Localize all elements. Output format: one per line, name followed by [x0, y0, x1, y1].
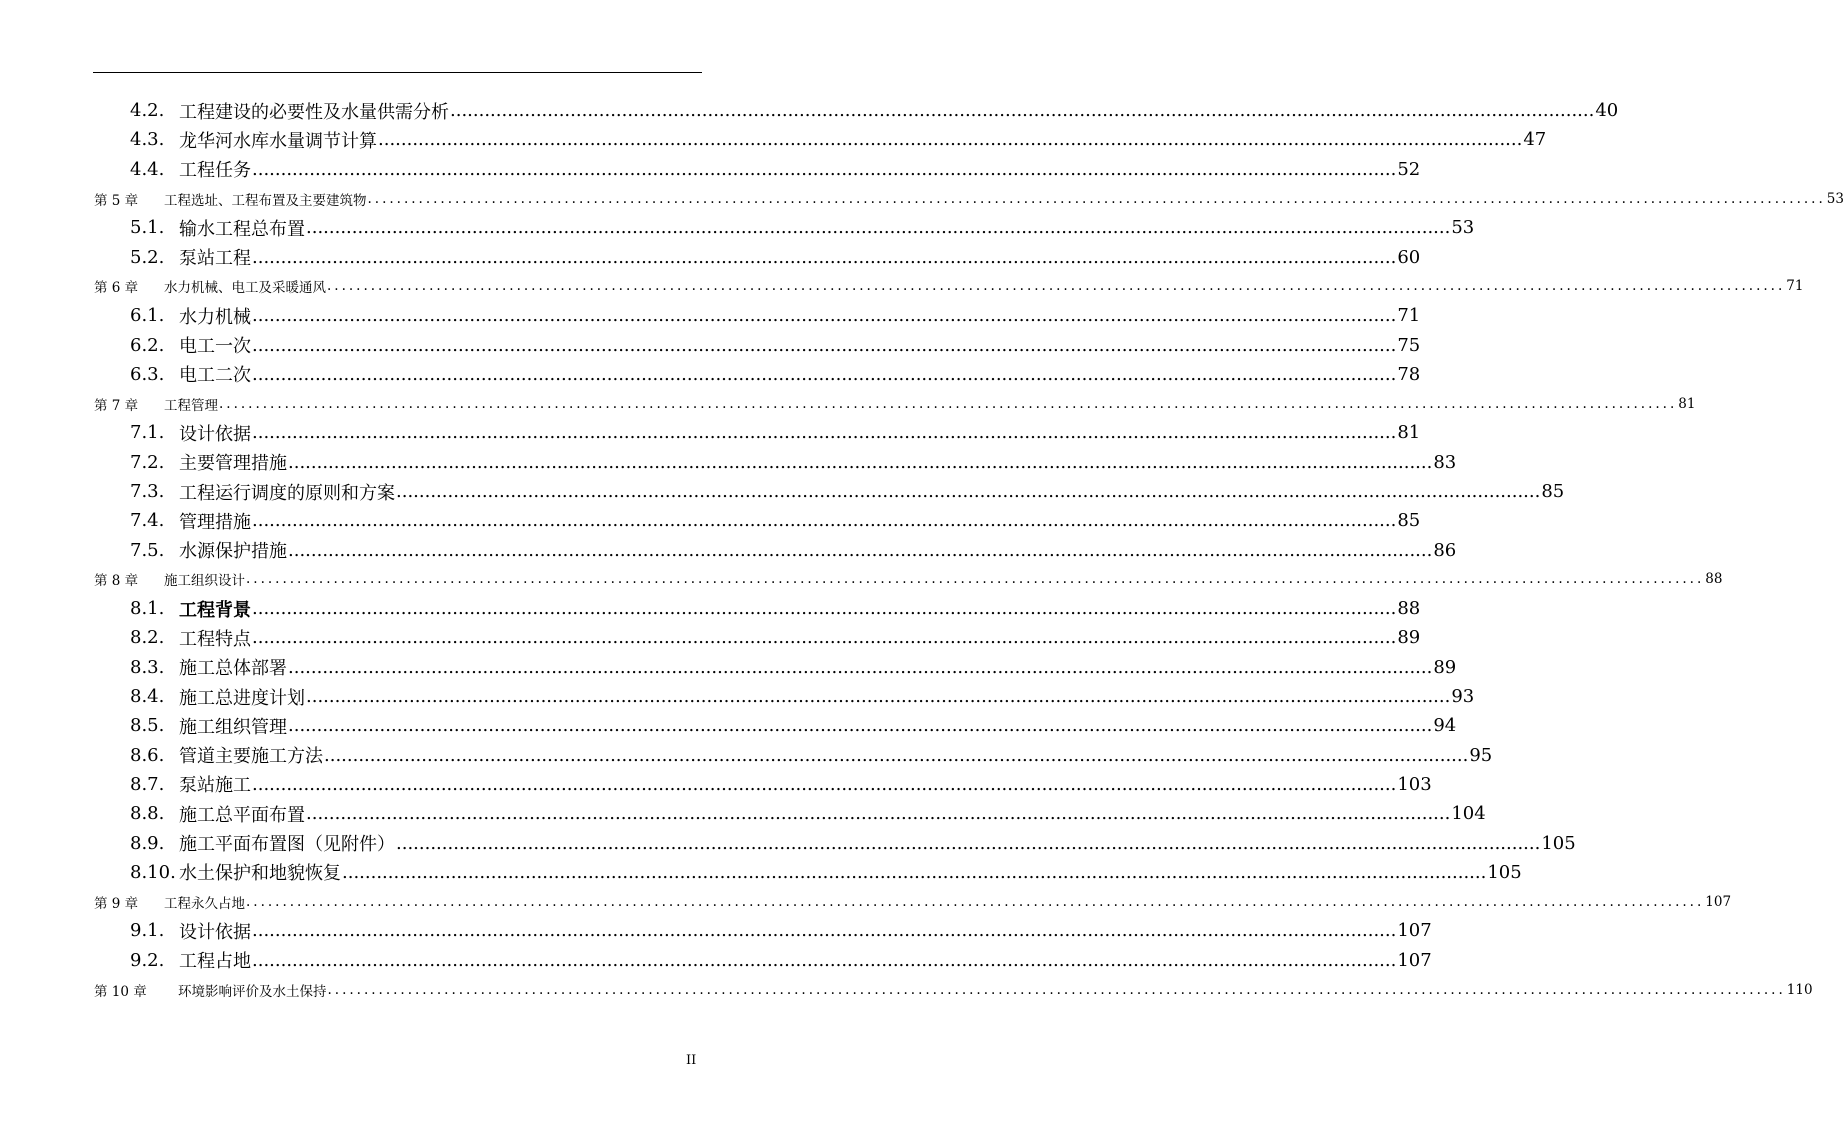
toc-entry-page: 85 — [1541, 481, 1565, 502]
toc-dot-leader: ........................................................................................................................................................................................................ — [252, 363, 1397, 385]
toc-entry-page: 71 — [1397, 305, 1421, 327]
toc-entry-page: 85 — [1397, 510, 1421, 532]
toc-entry[interactable] — [0, 184, 1844, 213]
toc-entry-number: 第 10 章 — [94, 983, 147, 1000]
toc-dot-leader: ........................................................................................................................................................................................................ — [306, 803, 1451, 825]
toc-entry[interactable] — [0, 565, 1723, 594]
toc-entry[interactable] — [0, 535, 1457, 564]
toc-entry-number: 第 8 章 — [94, 573, 139, 590]
toc-entry-number: 8.9. — [130, 832, 165, 854]
toc-entry-title: 设计依据 — [179, 921, 251, 943]
toc-entry-number: 8.10. — [130, 861, 176, 883]
toc-dot-leader: ........................................................................................................................................................................................................ — [306, 686, 1451, 708]
toc-entry[interactable] — [0, 242, 1421, 271]
toc-dot-leader: ........................................................................................................................................................................................................ — [306, 217, 1451, 239]
toc-dot-leader: ........................................................................................................................................................................................................ — [342, 861, 1487, 883]
toc-entry-page: 93 — [1451, 686, 1475, 708]
toc-entry-page: 88 — [1397, 598, 1421, 620]
toc-entry-title: 泵站施工 — [179, 775, 251, 797]
toc-entry-page: 107 — [1705, 893, 1732, 910]
toc-dot-leader: ........................................................................................................................................................................................................ — [252, 510, 1397, 532]
toc-entry-page: 89 — [1433, 656, 1457, 678]
toc-entry-page: 40 — [1595, 100, 1619, 122]
toc-dot-leader: ........................................................................................................................................................................................................ — [288, 715, 1433, 737]
toc-entry-title: 水力机械 — [179, 306, 251, 328]
toc-dot-leader: ........................................................................................................................................................................................................ — [252, 920, 1397, 942]
toc-dot-leader: ........................................................................................................................................................................................................ — [396, 832, 1541, 854]
header-rule — [93, 72, 702, 73]
toc-dot-leader: ........................................................................................................................................................................................................ — [252, 598, 1397, 620]
toc-entry-page: 105 — [1541, 832, 1576, 854]
toc-entry-number: 9.1. — [130, 920, 165, 942]
toc-entry-title: 管道主要施工方法 — [179, 746, 323, 768]
toc-dot-leader: ........................................................................................................................................................................................................ — [246, 893, 1705, 910]
toc-entry-number: 4.2. — [130, 100, 165, 122]
toc-entry-page: 103 — [1397, 773, 1432, 795]
toc-entry-page: 105 — [1487, 861, 1522, 883]
toc-entry[interactable] — [0, 653, 1457, 682]
toc-entry-title: 施工总平面布置 — [179, 804, 305, 826]
toc-entry-title: 水力机械、电工及采暖通风 — [164, 280, 326, 297]
toc-dot-leader: ........................................................................................................................................................................................................ — [367, 190, 1826, 207]
toc-entry-page: 104 — [1451, 803, 1486, 825]
toc-entry-title: 施工总进度计划 — [179, 687, 305, 709]
toc-entry-title: 电工二次 — [179, 365, 251, 387]
toc-entry-number: 8.1. — [130, 598, 165, 620]
toc-entry[interactable] — [0, 448, 1457, 477]
toc-entry-number: 8.4. — [130, 686, 165, 708]
toc-entry-page: 81 — [1397, 422, 1421, 444]
toc-entry-title: 输水工程总布置 — [179, 218, 305, 240]
toc-entry-title: 工程运行调度的原则和方案 — [179, 482, 395, 504]
toc-entry-number: 9.2. — [130, 949, 165, 971]
toc-entry[interactable] — [0, 887, 1732, 916]
toc-entry-page: 94 — [1433, 715, 1457, 737]
toc-entry-title: 泵站工程 — [179, 248, 251, 270]
toc-entry[interactable] — [0, 477, 1565, 506]
toc-entry[interactable] — [0, 96, 1619, 125]
toc-entry[interactable] — [0, 213, 1475, 242]
toc-entry-number: 6.3. — [130, 363, 165, 385]
toc-dot-leader: ........................................................................................................................................................................................................ — [288, 539, 1433, 561]
toc-entry-number: 5.1. — [130, 217, 165, 239]
toc-entry-number: 8.5. — [130, 715, 165, 737]
toc-entry[interactable] — [0, 418, 1421, 447]
toc-entry[interactable] — [0, 594, 1421, 623]
toc-entry[interactable] — [0, 828, 1576, 857]
toc-entry[interactable] — [0, 125, 1547, 154]
toc-entry-number: 7.1. — [130, 422, 165, 444]
toc-entry-number: 5.2. — [130, 246, 165, 268]
toc-entry-number: 第 6 章 — [94, 280, 139, 297]
toc-entry-number: 4.4. — [130, 158, 165, 180]
toc-entry-number: 7.5. — [130, 539, 165, 561]
toc-entry-page: 81 — [1678, 395, 1696, 412]
toc-dot-leader: ........................................................................................................................................................................................................ — [327, 981, 1786, 998]
toc-entry-number: 7.4. — [130, 510, 165, 532]
toc-entry-number: 6.1. — [130, 305, 165, 327]
toc-entry-title: 电工一次 — [179, 336, 251, 358]
toc-entry-number: 8.2. — [130, 627, 165, 649]
toc-entry-page: 71 — [1786, 278, 1804, 295]
toc-entry-number: 第 7 章 — [94, 397, 139, 414]
toc-entry[interactable] — [0, 330, 1421, 359]
toc-dot-leader: ........................................................................................................................................................................................................ — [324, 744, 1469, 766]
toc-dot-leader: ........................................................................................................................................................................................................ — [450, 100, 1595, 122]
toc-entry-page: 95 — [1469, 744, 1493, 766]
toc-entry-title: 水源保护措施 — [179, 541, 287, 563]
toc-dot-leader: ........................................................................................................................................................................................................ — [252, 334, 1397, 356]
toc-entry-number: 8.6. — [130, 744, 165, 766]
toc-entry-title: 工程特点 — [179, 628, 251, 650]
toc-entry-title: 工程管理 — [164, 397, 218, 414]
toc-entry[interactable] — [0, 682, 1475, 711]
toc-dot-leader: ........................................................................................................................................................................................................ — [252, 246, 1397, 268]
toc-entry-page: 47 — [1523, 129, 1547, 151]
toc-entry-page: 86 — [1433, 539, 1457, 561]
toc-entry-number: 8.7. — [130, 773, 165, 795]
toc-entry[interactable] — [0, 858, 1522, 887]
toc-entry[interactable] — [0, 506, 1421, 535]
toc-dot-leader: ........................................................................................................................................................................................................ — [378, 129, 1523, 151]
toc-entry-page: 83 — [1433, 451, 1457, 473]
toc-entry-title: 设计依据 — [179, 423, 251, 445]
toc-entry[interactable] — [0, 770, 1432, 799]
toc-dot-leader: ........................................................................................................................................................................................................ — [246, 571, 1705, 588]
toc-entry[interactable] — [0, 301, 1421, 330]
toc-entry-page: 60 — [1397, 246, 1421, 268]
toc-dot-leader: ........................................................................................................................................................................................................ — [288, 656, 1433, 678]
toc-entry-title: 工程永久占地 — [164, 895, 245, 912]
toc-dot-leader: ........................................................................................................................................................................................................ — [252, 773, 1397, 795]
toc-entry[interactable] — [0, 975, 1813, 1004]
toc-entry-page: 53 — [1451, 217, 1475, 239]
toc-entry-title: 工程建设的必要性及水量供需分析 — [179, 101, 449, 123]
toc-entry-number: 4.3. — [130, 129, 165, 151]
toc-entry[interactable] — [0, 272, 1804, 301]
toc-entry-title: 施工组织管理 — [179, 716, 287, 738]
toc-entry[interactable] — [0, 623, 1421, 652]
toc-dot-leader: ........................................................................................................................................................................................................ — [252, 158, 1397, 180]
toc-entry-page: 75 — [1397, 334, 1421, 356]
toc-entry-page: 107 — [1397, 920, 1432, 942]
toc-entry-page: 53 — [1826, 190, 1844, 207]
toc-dot-leader: ........................................................................................................................................................................................................ — [252, 627, 1397, 649]
toc-dot-leader: ........................................................................................................................................................................................................ — [252, 949, 1397, 971]
toc-entry-page: 107 — [1397, 949, 1432, 971]
toc-entry-number: 第 5 章 — [94, 192, 139, 209]
toc-entry-number: 7.2. — [130, 451, 165, 473]
toc-entry-title: 龙华河水库水量调节计算 — [179, 130, 377, 152]
toc-entry-title: 环境影响评价及水土保持 — [178, 983, 327, 1000]
toc-entry-page: 78 — [1397, 363, 1421, 385]
toc-entry-number: 6.2. — [130, 334, 165, 356]
toc-entry-title: 施工组织设计 — [164, 573, 245, 590]
table-of-contents — [0, 96, 1844, 1004]
toc-entry-page: 89 — [1397, 627, 1421, 649]
toc-entry-title: 主要管理措施 — [179, 453, 287, 475]
toc-entry-number: 第 9 章 — [94, 895, 139, 912]
toc-entry-title: 工程任务 — [179, 160, 251, 182]
toc-entry[interactable] — [0, 389, 1696, 418]
toc-entry[interactable] — [0, 799, 1486, 828]
page-number: II — [686, 1053, 697, 1068]
toc-entry-title: 工程占地 — [179, 951, 251, 973]
toc-entry-title: 工程选址、工程布置及主要建筑物 — [164, 192, 367, 209]
toc-entry-page: 88 — [1705, 571, 1723, 588]
toc-entry-title: 工程背景 — [179, 599, 251, 621]
toc-entry-page: 110 — [1786, 981, 1813, 998]
toc-entry-number: 8.3. — [130, 656, 165, 678]
toc-dot-leader: ........................................................................................................................................................................................................ — [219, 395, 1678, 412]
toc-entry[interactable] — [0, 741, 1493, 770]
toc-entry-title: 水土保护和地貌恢复 — [179, 863, 341, 885]
toc-dot-leader: ........................................................................................................................................................................................................ — [327, 278, 1786, 295]
toc-dot-leader: ........................................................................................................................................................................................................ — [252, 422, 1397, 444]
toc-entry[interactable] — [0, 711, 1457, 740]
toc-entry-page: 52 — [1397, 158, 1421, 180]
toc-entry-number: 8.8. — [130, 803, 165, 825]
toc-entry-number: 7.3. — [130, 481, 165, 502]
toc-dot-leader: ........................................................................................................................................................................................................ — [288, 451, 1433, 473]
toc-entry-title: 施工总体部署 — [179, 658, 287, 680]
toc-dot-leader: ........................................................................................................................................................................................................ — [396, 481, 1541, 502]
toc-entry[interactable] — [0, 916, 1432, 945]
toc-entry[interactable] — [0, 360, 1421, 389]
toc-dot-leader: ........................................................................................................................................................................................................ — [252, 305, 1397, 327]
toc-entry-title: 管理措施 — [179, 511, 251, 533]
toc-entry[interactable] — [0, 155, 1421, 184]
toc-entry-title: 施工平面布置图（见附件） — [179, 834, 395, 856]
toc-entry[interactable] — [0, 946, 1432, 975]
